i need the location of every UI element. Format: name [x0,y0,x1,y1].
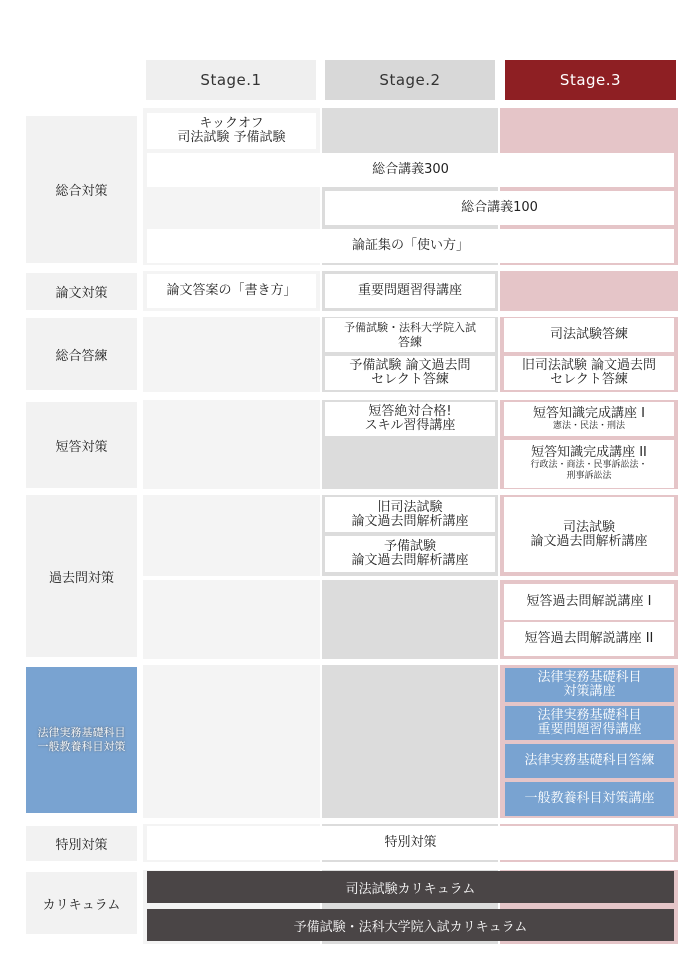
course-sogo-kogi-300[interactable]: 総合講義300 [147,153,674,187]
course-juyo-mondai[interactable]: 重要問題習得講座 [325,274,495,308]
course-kyu-shiho-select[interactable]: 旧司法試験 論文過去問 セレクト答練 [504,356,674,390]
course-tanto-chishiki-1[interactable]: 短答知識完成講座 I 憲法・民法・刑法 [504,402,674,436]
stage2-label: Stage.2 [379,71,441,89]
course-tokubetsu[interactable]: 特別対策 [147,826,674,860]
course-shiho-toren[interactable]: 司法試験答練 [504,318,674,352]
row-label-tokubetsu-taisaku: 特別対策 [26,826,137,861]
row-separator [143,489,678,495]
course-tanto-kakomon-2[interactable]: 短答過去問解説講座 II [504,622,674,656]
row-label-ronbun-taisaku: 論文対策 [26,273,137,310]
row-label-sogo-taisaku: 総合対策 [26,116,137,263]
row-label-tanto-taisaku: 短答対策 [26,402,137,488]
course-yobi-kaiseki[interactable]: 予備試験 論文過去問解析講座 [325,536,495,572]
course-yobi-hoka-toren[interactable]: 予備試験・法科大学院入試 答練 [325,318,495,352]
row-separator [143,862,678,870]
shiho-curriculum-bar[interactable]: 司法試験カリキュラム [147,871,674,903]
course-ronshoshu[interactable]: 論証集の「使い方」 [147,229,674,263]
course-ronbun-tosan[interactable]: 論文答案の「書き方」 [147,274,316,308]
course-hoso-toren[interactable]: 法律実務基礎科目答練 [505,744,674,778]
row-label-kakomon-taisaku: 過去問対策 [26,495,137,657]
course-kickoff[interactable]: キックオフ 司法試験 予備試験 [147,113,316,149]
course-tanto-chishiki-2[interactable]: 短答知識完成講座 II 行政法・商法・民事訴訟法・ 刑事訴訟法 [504,440,674,488]
row-separator [143,392,678,400]
course-tanto-kakomon-1[interactable]: 短答過去問解説講座 I [504,584,674,620]
row-separator [143,818,678,824]
row-label-sogo-toren: 総合答練 [26,318,137,390]
course-sogo-kogi-100[interactable]: 総合講義100 [325,191,674,225]
row-label-hoso-kiso: 法律実務基礎科目 一般教養科目対策 [26,667,137,813]
row-label-curriculum: カリキュラム [26,872,137,934]
course-shiho-kaiseki[interactable]: 司法試験 論文過去問解析講座 [504,497,674,572]
stage3-label: Stage.3 [559,71,622,89]
row-separator [143,311,678,317]
row-separator [143,576,678,580]
stage1-header [146,60,316,100]
course-hoso-taisaku[interactable]: 法律実務基礎科目 対策講座 [505,668,674,702]
course-yobi-ronbun-select[interactable]: 予備試験 論文過去問 セレクト答練 [325,356,495,390]
course-hoso-juyo[interactable]: 法律実務基礎科目 重要問題習得講座 [505,706,674,740]
row-separator [143,659,678,665]
course-kyoyo-taisaku[interactable]: 一般教養科目対策講座 [505,782,674,816]
stage1-label: Stage.1 [200,71,262,89]
stage3-header [505,60,676,100]
course-kyu-shiho-kaiseki[interactable]: 旧司法試験 論文過去問解析講座 [325,497,495,532]
stage2-header [325,60,495,100]
yobi-curriculum-bar[interactable]: 予備試験・法科大学院入試カリキュラム [147,909,674,941]
course-tanto-zettai[interactable]: 短答絶対合格! スキル習得講座 [325,402,495,436]
row-separator [143,265,678,271]
